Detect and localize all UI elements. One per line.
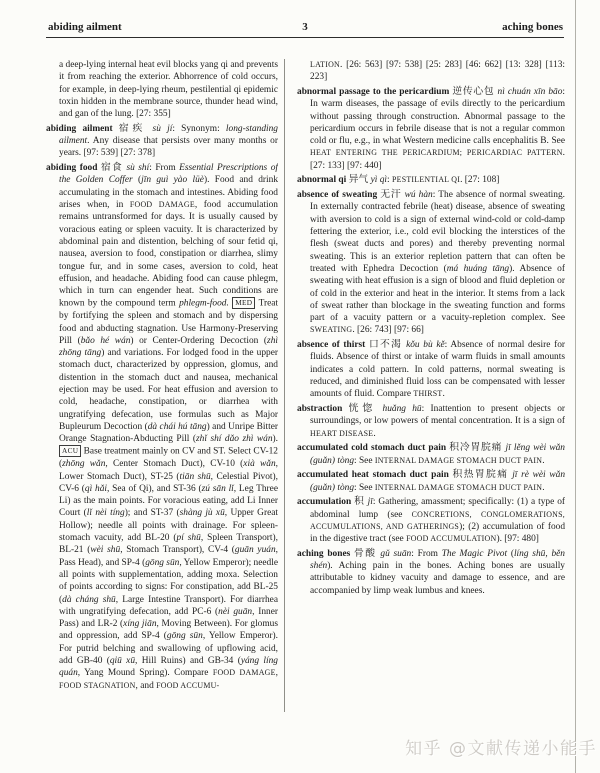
column-divider <box>284 59 285 712</box>
italic-text: xià wǎn <box>243 459 276 470</box>
italic-text: jī lěng wèi wǎn (guǎn) tòng <box>310 443 565 466</box>
italic-text: bǎo hé wán <box>80 335 131 346</box>
text-run: , Moving Between). For glomus and oppression, add SP-4 ( <box>59 619 278 642</box>
small-caps-xref: HEART DISEASE <box>310 428 374 438</box>
chinese-characters: 积热胃脘痛 <box>452 469 513 481</box>
text-run: . <box>373 428 376 439</box>
watermark: 知乎 @文献传递小能手 <box>405 739 597 759</box>
italic-text: yì qì <box>370 175 388 186</box>
text-run: ); (2) accumulation of food in the digestive tract (see <box>310 521 565 545</box>
chinese-characters: 异气 <box>348 174 371 186</box>
dictionary-entry <box>297 442 565 467</box>
italic-text: guān yuán <box>234 545 276 556</box>
italic-text: The Magic Pivot <box>441 548 508 559</box>
italic-text: phlegm-food. <box>179 298 229 309</box>
text-run: Base treatment mainly on CV and ST. Select CV-12 ( <box>59 446 278 470</box>
text-run: , Inner Pass) and LR-2 ( <box>59 606 278 630</box>
small-caps-xref: FOOD STAGNATION <box>59 680 136 690</box>
two-column-body <box>46 59 568 719</box>
italic-text: kǒu bù kě <box>406 340 445 351</box>
headword: abiding ailment <box>46 123 119 134</box>
text-run: : The absence of normal sweating. In externally contracted febrile (heat) disease, absence of sweating with aversion to cold is a sign of external wind-cold or cold-damp fettering the exterior, i.e., cold evil blocking the interstices of the flesh (sweat ducts and pores) and thereby preventing normal sweating. This is an exterior repletion pattern that can often be treated with Ephedra Decoction ( <box>310 190 565 274</box>
italic-text: qiū xū <box>109 656 136 667</box>
text-run: ) and variations. For lodged food in the upper stomach duct, characterized by oppression, glomus, and distention in the stomach duct and nausea, mechanical ejection may be used. For heat effusion and aversion to cold, headache, constipation, or diarrhea with ungratifying defecation, use formulas such as Major Bupleurum Decoction ( <box>59 348 278 432</box>
italic-text: dà chái hú tāng <box>147 421 207 432</box>
italic-text: nèi guān <box>218 606 253 617</box>
text-run: : From <box>411 548 442 559</box>
text-run: : Synonym: <box>172 123 226 134</box>
text-run: , Yellow Emperor); needle all points with supplementation, adding moxa. Selection of points according to signs: For constipation, add BL-25 ( <box>59 557 278 605</box>
text-run: , Hill Ruins) and GB-34 ( <box>135 656 241 667</box>
text-run: ). Food and drink accumulating in the stomach and intestines. Abiding food arises when, in <box>59 175 278 211</box>
text-run: ( <box>507 548 514 559</box>
text-run: , Large Intestine Transport). For diarrhea with ungratifying defecation, add PC-6 ( <box>59 594 278 617</box>
text-run: , Celestial Pivot), CV-6 ( <box>59 471 278 494</box>
text-run: . <box>542 455 545 466</box>
text-run: , Leg Three Li) as the main points. For voracious eating, add Li Inner Court ( <box>59 483 278 519</box>
chinese-characters: 逆传心包 <box>452 85 498 97</box>
italic-text: sù shí <box>126 163 150 174</box>
text-run: ). Aching pain in the bones. Aching bones are usually attributable to kidney vacuity and damage to essence, and are accompanied by limp weak lumbus and knees. <box>310 561 565 596</box>
text-run: , Yang Mound Spring). Compare <box>77 668 213 679</box>
italic-text: long-standing ailment <box>59 123 278 147</box>
small-caps-xref: INTERNAL DAMAGE STOMACH DUCT PAIN <box>374 455 543 465</box>
dictionary-entry <box>297 189 565 337</box>
italic-text: wú hàn <box>404 190 433 201</box>
headword: abnormal passage to the pericardium <box>297 86 453 97</box>
chinese-characters: 积 <box>354 496 368 508</box>
italic-text: jī <box>367 497 373 508</box>
left-column <box>46 59 278 715</box>
italic-text: má huáng tāng <box>446 263 510 274</box>
scan-page-edge-line <box>575 0 576 773</box>
text-run: , Spleen Transport), BL-21 ( <box>59 533 278 556</box>
small-caps-xref: INTERNAL DAMAGE STOMACH DUCT PAIN <box>374 482 543 492</box>
headword: accumulated heat stomach duct pain <box>297 470 453 481</box>
small-caps-xref: THIRST <box>413 389 443 399</box>
chinese-characters: 骨酸 <box>354 547 381 559</box>
header-left-guideword: abiding ailment <box>48 21 122 33</box>
small-caps-xref: SWEATING <box>310 325 353 335</box>
dictionary-entry <box>46 123 278 160</box>
small-caps-xref: LATION <box>310 60 340 69</box>
text-run: , and <box>135 680 157 691</box>
text-run: : In warm diseases, the passage of evils directly to the pericardium without passing through construction. Abnormal passage to the pericardium occurs in febrile disease that is not a regular common cold or flu, e.g., in what Western medicine calls encephalitis B. See <box>310 86 565 147</box>
italic-text: Essential Prescriptions of the Golden Coffer <box>59 163 278 186</box>
text-run: . Any disease that persists over many months or years. [97: 539] [27: 378] <box>59 136 278 159</box>
small-caps-xref: CONCRETIONS, CONGLOMERATIONS, ACCUMULATIONS, AND GATHERINGS <box>310 509 565 531</box>
text-run: : <box>387 175 392 186</box>
italic-text: tiān shū <box>179 471 211 482</box>
italic-text: yáng líng quán <box>59 656 278 679</box>
small-caps-xref: HEAT ENTERING THE PERICARDIUM; PERICARDIAC PATTERN <box>310 148 563 158</box>
continuation-paragraph <box>46 59 278 120</box>
italic-text: gōng sūn <box>145 557 180 568</box>
italic-text: wèi shū <box>90 545 121 556</box>
chinese-characters: 无汗 <box>380 189 405 201</box>
italic-text: jī rè wèi wǎn (guǎn) tòng <box>310 470 565 493</box>
text-run: , <box>275 668 278 679</box>
text-run: , Pass Head), and SP-4 ( <box>59 545 278 568</box>
chinese-characters: 积冷胃脘痛 <box>449 442 506 454</box>
text-run: a deep-lying internal heat evil blocks yang qi and prevents it from reaching the exterior. Abhorrence of cold occurs, for example, in deep-lying rheum, pestilential qi epidemic toxin hidden in the membrane source, thunder head wind, and gan of the lung. [27: 355] <box>59 60 278 120</box>
text-run: , Center Stomach Duct), CV-10 ( <box>105 459 244 470</box>
header-right-guideword: aching bones <box>502 21 563 33</box>
headword: abstraction <box>297 403 349 414</box>
italic-text: qì hǎi <box>84 483 107 494</box>
italic-text: gǔ suān <box>380 548 412 559</box>
text-run: : See <box>354 455 375 466</box>
italic-text: zú sān lǐ <box>201 483 234 494</box>
text-run: . [26: 563] [97: 538] [25: 283] [46: 662] [13: 328] [113: 223] <box>310 60 565 83</box>
text-run: , Lower Stomach Duct), ST-25 ( <box>59 459 278 482</box>
right-column <box>297 59 565 715</box>
text-run: Treat by fortifying the spleen and stomach and by dispersing food and abducting stagnation. Use Harmony-Preserving Pill ( <box>59 298 278 346</box>
text-run: : Inattention to present objects or surroundings, or low powers of mental concentration. It is a sign of <box>310 403 565 427</box>
italic-text: lǐ nèi tíng <box>86 508 125 519</box>
italic-text: zhōng wǎn <box>62 459 106 470</box>
text-run: . <box>442 389 445 400</box>
dictionary-entry <box>297 86 565 172</box>
small-caps-xref: FOOD DAMAGE <box>129 200 195 210</box>
small-caps-xref: PESTILENTIAL QI <box>391 175 461 185</box>
italic-text: dà cháng shū <box>62 594 116 605</box>
page-number: 3 <box>302 21 308 33</box>
italic-text: huǎng hū <box>382 403 422 414</box>
text-run: : Absence of normal desire for fluids. Absence of thirst or intake of warm fluids in small amounts indicates a cold pattern. In cold patterns, normal sweating is reduced, and diminished fluid loss can be compensated with lesser amounts of fluid. Compare <box>310 340 565 400</box>
text-run: , Stomach Transport), CV-4 ( <box>120 545 235 556</box>
italic-text: sù jí <box>152 123 173 134</box>
continuation-paragraph <box>297 59 565 84</box>
chinese-characters: 口不渴 <box>368 339 407 351</box>
small-caps-xref: FOOD DAMAGE <box>212 668 276 678</box>
italic-text: xíng jiān <box>123 619 157 630</box>
italic-text: zhǐ shí dǎo zhì wán <box>196 434 273 445</box>
text-run: ). Absence of sweating with heat effusion is a sign of blood and fluid depletion or of cold in the exterior and heat in the interior. It stems from a lack of sweat rather than blockage in the sweating function and forms part of a vacuity pattern or a vacuity-repletion complex. See <box>310 263 565 324</box>
headword: accumulation <box>297 497 355 508</box>
dictionary-entry <box>297 496 565 545</box>
headword: absence of sweating <box>297 190 381 201</box>
boxed-label: ACU <box>59 445 81 457</box>
italic-text: pí shū <box>176 533 201 544</box>
chinese-characters: 宿食 <box>100 162 127 174</box>
small-caps-xref: FOOD ACCUMU- <box>156 680 220 690</box>
text-run: . [27: 133] [97: 440] <box>310 148 565 171</box>
running-header <box>46 20 564 38</box>
text-run: ) or Center-Ordering Decoction ( <box>130 335 268 346</box>
italic-text: jīn guì yào lüè <box>141 175 204 186</box>
italic-text: líng shū, běn shén <box>310 548 565 572</box>
chinese-characters: 恍惚 <box>348 402 383 414</box>
text-run: ). [97: 480] <box>496 534 539 545</box>
headword: accumulated cold stomach duct pain <box>297 443 450 454</box>
text-run: ( <box>132 175 142 186</box>
small-caps-xref: FOOD ACCUMULATION <box>406 534 497 544</box>
headword: abnormal qi <box>297 175 349 186</box>
text-run: : See <box>354 482 375 493</box>
italic-text: zhì zhōng tāng <box>59 335 278 359</box>
text-run: ). <box>272 434 278 445</box>
text-run: , Upper Great Hollow); needle all points with drainage. For spleen-stomach vacuity, add BL-20 ( <box>59 508 278 544</box>
italic-text: gōng sūn <box>166 631 203 642</box>
headword: abiding food <box>46 163 101 174</box>
chinese-characters: 宿疾 <box>118 122 153 134</box>
dictionary-entry <box>46 162 278 692</box>
boxed-label: MED <box>232 297 255 309</box>
text-run: ); and ST-37 ( <box>124 508 180 519</box>
text-run: : Gathering, amassment; specifically: (1) a type of abdominal lump (see <box>310 497 565 520</box>
italic-text: nì chuán xīn bāo <box>497 86 563 97</box>
text-run: . <box>542 482 545 493</box>
headword: absence of thirst <box>297 340 369 351</box>
text-run: , food accumulation remains untransformed for days. It is usually caused by voracious eating or spleen vacuity. It is characterized by abdominal pain and distention, belching of sour fetid qi, nausea, aversion to food, constipation or diarrhea, slimy tongue fur, and in some cases, aversion to cold, heat effusion, and headache. Abiding food can cause phlegm, which in turn can engender heat. Such conditions are known by the compound term <box>59 200 278 309</box>
dictionary-entry <box>297 174 565 186</box>
text-run: , Sea of Qi), and ST-36 ( <box>106 483 202 494</box>
dictionary-entry <box>297 339 565 400</box>
headword: aching bones <box>297 548 355 559</box>
text-run: . [27: 108] <box>460 175 500 186</box>
text-run: , Yellow Emperor). For putrid belching and swallowing of upflowing acid, add GB-40 ( <box>59 631 278 667</box>
dictionary-entry <box>297 548 565 597</box>
text-run: ) and Unripe Bitter Orange Stagnation-Abducting Pill ( <box>59 421 278 445</box>
dictionary-entry <box>297 469 565 494</box>
dictionary-entry <box>297 403 565 440</box>
italic-text: shàng jù xū <box>179 508 225 519</box>
text-run: . [26: 743] [97: 66] <box>352 325 424 336</box>
text-run: : From <box>149 163 180 174</box>
